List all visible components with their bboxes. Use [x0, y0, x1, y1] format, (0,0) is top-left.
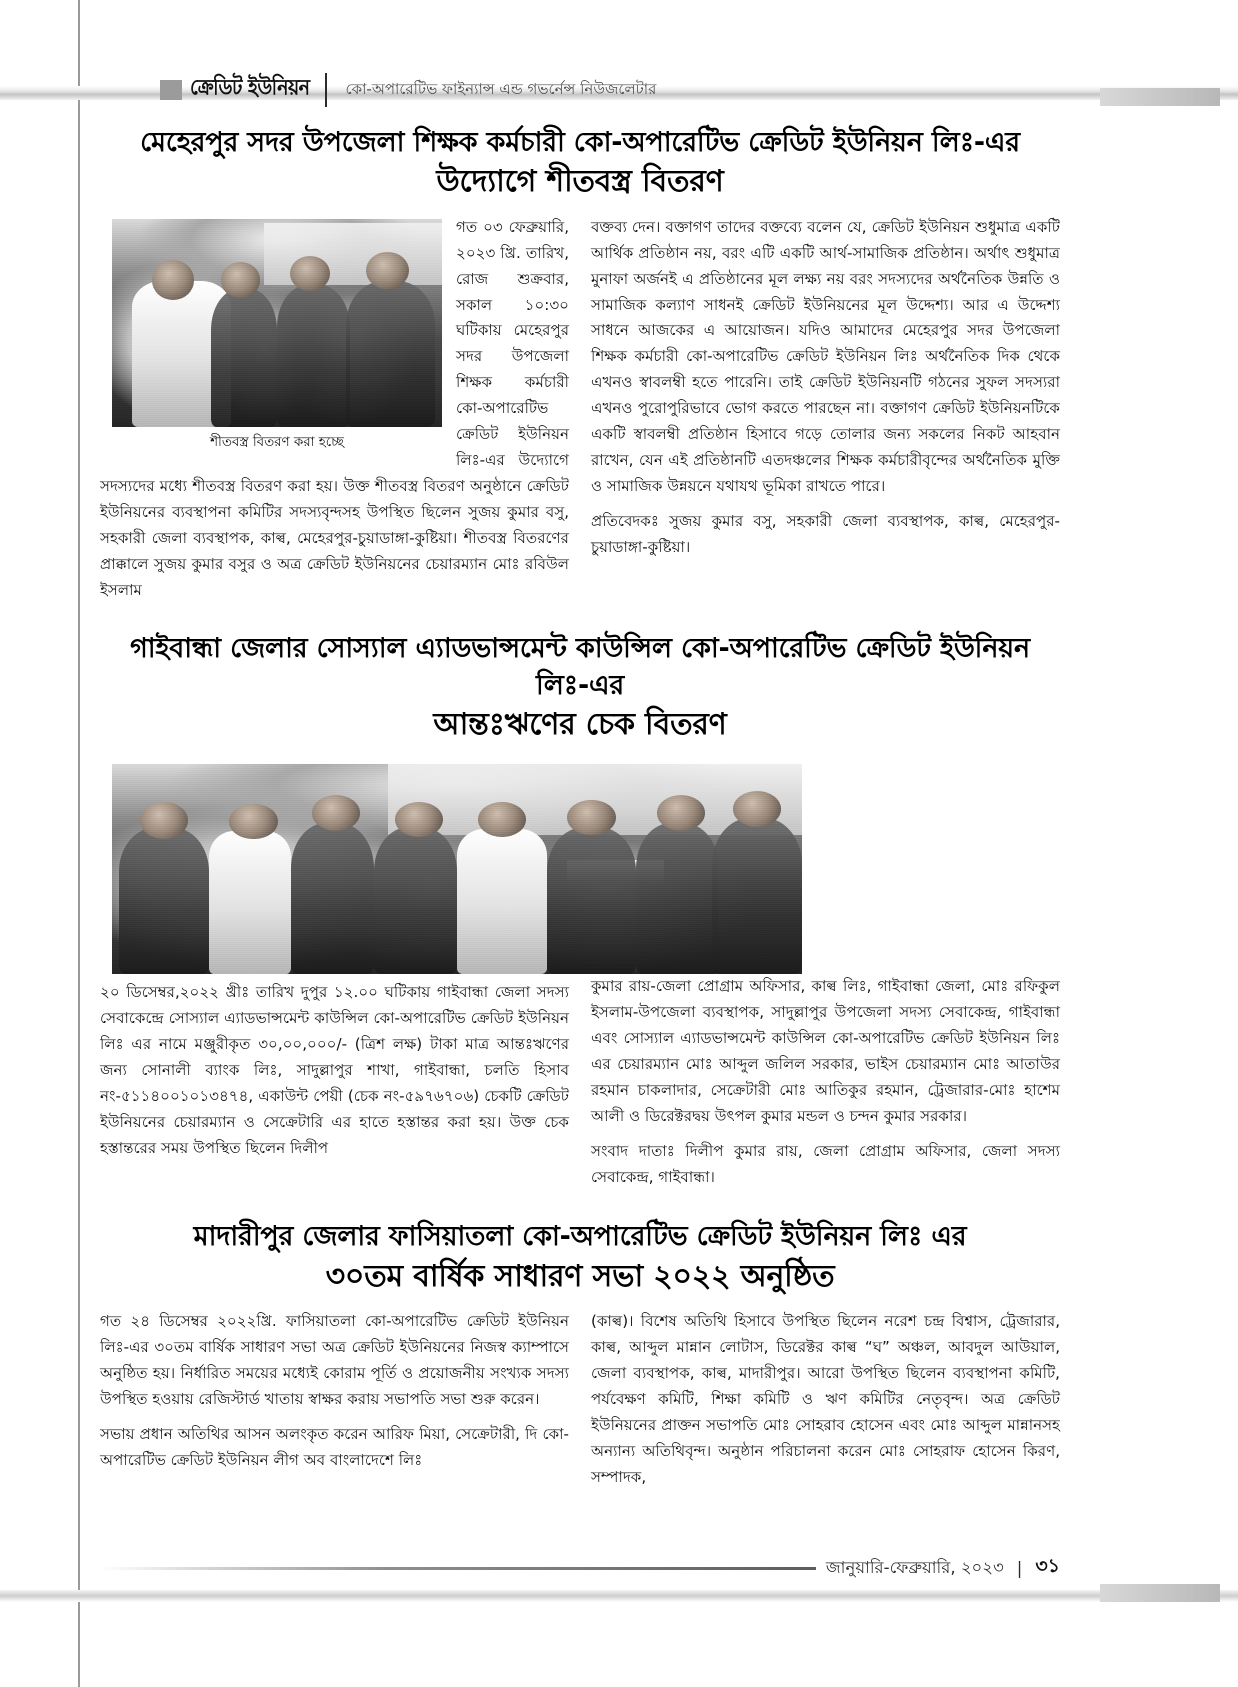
article-1-left-column	[100, 215, 569, 604]
paragraph: কুমার রায়-জেলা প্রোগ্রাম অফিসার, কাল্ব লিঃ, গাইবান্ধা জেলা, মোঃ রফিকুল ইসলাম-উপজেলা ব্যবস্থাপক, সাদুল্লাপুর উপজেলা সদস্য সেবাকেন্দ্র, গাইবান্ধা এবং সোস্যাল এ্যাডভান্সমেন্ট কাউন্সিল কো-অপারেটিভ ক্রেডিট ইউনিয়ন লিঃ এর চেয়ারম্যান মোঃ আব্দুল জলিল সরকার, ভাইস চেয়ারম্যান মোঃ আতাউর রহমান চাকলাদার, সেক্রেটারী মোঃ আতিকুর রহমান, ট্রেজারার-মোঃ হাশেম আলী ও ডিরেক্টরদ্বয় উৎপল কুমার মন্ডল ও চন্দন কুমার সরকার।	[591, 976, 1060, 1125]
top-right-corner-tab	[1100, 88, 1220, 106]
page-bottom-band	[0, 1590, 1238, 1602]
reporter-credit: সংবাদ দাতাঃ দিলীপ কুমার রায়, জেলা প্রোগ্রাম অফিসার, জেলা সদস্য সেবাকেন্দ্র, গাইবান্ধা।	[591, 1141, 1060, 1186]
article-1-caption-wrap	[112, 429, 442, 454]
masthead-divider	[325, 73, 327, 107]
article-1-headline	[100, 124, 1060, 203]
footer-separator: |	[1016, 1558, 1023, 1578]
reporter-credit: প্রতিবেদকঃ সুজয় কুমার বসু, সহকারী জেলা ব্যবস্থাপক, কাল্ব, মেহেরপুর-চুয়াডাঙ্গা-কুষ্টিয়া।	[591, 512, 1060, 557]
paragraph: গত ২৪ ডিসেম্বর ২০২২খ্রি. ফাসিয়াতলা কো-অপারেটিভ ক্রেডিট ইউনিয়ন লিঃ-এর ৩০তম বার্ষিক সাধারণ সভা অত্র ক্রেডিট ইউনিয়নের নিজস্ব ক্যাম্পাসে অনুষ্ঠিত হয়। নির্ধারিত সময়ের মধ্যেই কোরাম পূর্তি ও প্রয়োজনীয় সংখ্যক সদস্য উপস্থিত হওয়ায় রেজিস্টার্ড খাতায় স্বাক্ষর করায় সভাপতি সভা শুরু করেন।	[100, 1312, 569, 1408]
article-3-right-body	[591, 1309, 1060, 1491]
photo-grain	[112, 219, 442, 427]
article-3-headline-line-1: মাদারীপুর জেলার ফাসিয়াতলা কো-অপারেটিভ ক্রেডিট ইউনিয়ন লিঃ এর	[193, 1221, 967, 1253]
paragraph: ২০ ডিসেম্বর,২০২২ খ্রীঃ তারিখ দুপুর ১২.০০ ঘটিকায় গাইবান্ধা জেলা সদস্য সেবাকেন্দ্রে সোস্যাল এ্যাডভান্সমেন্ট কাউন্সিল কো-অপারেটিভ ক্রেডিট ইউনিয়ন লিঃ এর নামে মঞ্জুরীকৃত ৩০,০০,০০০/- (ত্রিশ লক্ষ) টাকা মাত্র আন্তঃঋণের জন্য সোনালী ব্যাংক লিঃ, সাদুল্লাপুর শাখা, গাইবান্ধা, চলতি হিসাব নং-৫১১৪০০১০১৩৪৭৪, একাউন্ট পেয়ী (চেক নং-৫৯৭৬৭০৬) চেকটি ক্রেডিট ইউনিয়নের চেয়ারম্যান ও সেক্রেটারি এর হাতে হস্তান্তর করা হয়। উক্ত চেক হস্তান্তরের সময় উপস্থিত ছিলেন দিলীপ	[100, 982, 569, 1157]
article-1-columns	[100, 215, 1060, 604]
article-1-photo-caption: শীতবস্ত্র বিতরণ করা হচ্ছে	[210, 434, 344, 450]
page-content	[100, 124, 1060, 1491]
newsletter-subtitle: কো-অপারেটিভ ফাইন্যান্স এন্ড গভর্নেন্স নিউজলেটার	[345, 79, 657, 98]
logo-wordmark: ক্রেডিট ইউনিয়ন	[190, 75, 310, 101]
page-number: ৩১	[1035, 1555, 1060, 1577]
article-2-photo	[112, 764, 802, 974]
article-separator-1	[100, 604, 1060, 630]
article-2-left-column	[100, 758, 569, 1191]
article-3-left-body	[100, 1309, 569, 1474]
photo-grain	[112, 764, 802, 974]
logo-mark-icon	[160, 80, 182, 100]
article-2-left-body	[100, 980, 569, 1162]
article-2-right-body	[591, 974, 1060, 1191]
paragraph: সভায় প্রধান অতিথির আসন অলংকৃত করেন আরিফ মিয়া, সেক্রেটারী, দি কো-অপারেটিভ ক্রেডিট ইউনিয়ন লীগ অব বাংলাদেশে লিঃ	[100, 1424, 569, 1469]
article-2	[100, 630, 1060, 1191]
article-1-right-column	[591, 215, 1060, 604]
article-1-headline-line-1: মেহেরপুর সদর উপজেলা শিক্ষক কর্মচারী কো-অপারেটিভ ক্রেডিট ইউনিয়ন লিঃ-এর	[140, 127, 1020, 158]
article-1-right-body	[591, 215, 1060, 561]
article-3-left-column	[100, 1309, 569, 1491]
bottom-right-corner-tab	[1100, 1584, 1220, 1602]
article-1	[100, 124, 1060, 604]
article-2-headline	[100, 630, 1060, 746]
article-2-headline-line-1: গাইবান্ধা জেলার সোস্যাল এ্যাডভান্সমেন্ট কাউন্সিল কো-অপারেটিভ ক্রেডিট ইউনিয়ন লিঃ-এর	[130, 632, 1030, 702]
article-3	[100, 1218, 1060, 1490]
article-1-photo	[112, 219, 442, 427]
article-1-headline-line-2: উদ্যোগে শীতবস্ত্র বিতরণ	[436, 164, 724, 200]
paragraph: বক্তব্য দেন। বক্তাগণ তাদের বক্তব্যে বলেন যে, ক্রেডিট ইউনিয়ন শুধুমাত্র একটি আর্থিক প্রতিষ্ঠান নয়, বরং এটি একটি আর্থ-সামাজিক প্রতিষ্ঠান। অর্থাৎ শুধুমাত্র মুনাফা অর্জনই এ প্রতিষ্ঠানের মূল লক্ষ্য নয় বরং সদস্যদের অর্থনৈতিক উন্নতি ও সামাজিক কল্যাণ সাধনই ক্রেডিট ইউনিয়নের মূল উদ্দেশ্য। আর এ উদ্দেশ্য সাধনে আজকের এ আয়োজন। যদিও আমাদের মেহেরপুর সদর উপজেলা শিক্ষক কর্মচারী কো-অপারেটিভ ক্রেডিট ইউনিয়ন লিঃ অর্থনৈতিক দিক থেকে এখনও স্বাবলম্বী হতে পারেনি। তাই ক্রেডিট ইউনিয়নটি গঠনের সুফল সদস্যরা এখনও পুরোপুরিভাবে ভোগ করতে পারছেন না। বক্তাগণ ক্রেডিট ইউনিয়নটিকে একটি স্বাবলম্বী প্রতিষ্ঠান হিসাবে গড়ে তোলার জন্য সকলের নিকট আহবান রাখেন, যেন এই প্রতিষ্ঠানটি এতদঞ্চলের শিক্ষক কর্মচারীবৃন্দের অর্থনৈতিক মুক্তি ও সামাজিক উন্নয়নে যথাযথ ভূমিকা রাখতে পারে।	[591, 217, 1060, 496]
article-3-right-column	[591, 1309, 1060, 1491]
article-separator-2	[100, 1190, 1060, 1218]
footer-issue-date: জানুয়ারি-ফেব্রুয়ারি, ২০২৩	[825, 1557, 1004, 1577]
paragraph: (কাল্ব)। বিশেষ অতিথি হিসাবে উপস্থিত ছিলেন নরেশ চন্দ্র বিশ্বাস, ট্রেজারার, কাল্ব, আব্দুল মান্নান লোটাস, ডিরেক্টর কাল্ব “ঘ” অঞ্চল, আবদুল আউয়াল, জেলা ব্যবস্থাপক, কাল্ব, মাদারীপুর। আরো উপস্থিত ছিলেন ব্যবস্থাপনা কমিটি, পর্যবেক্ষণ কমিটি, শিক্ষা কমিটি ও ঋণ কমিটির নেতৃবৃন্দ। অত্র ক্রেডিট ইউনিয়নের প্রাক্তন সভাপতি মোঃ সোহরাব হোসেন এবং মোঃ আব্দুল মান্নানসহ অন্যান্য অতিথিবৃন্দ। অনুষ্ঠান পরিচালনা করেন মোঃ সোহরাফ হোসেন কিরণ, সম্পাদক,	[591, 1312, 1060, 1486]
page-footer	[100, 1552, 1060, 1584]
article-3-headline	[100, 1218, 1060, 1297]
article-2-columns	[100, 758, 1060, 1191]
footer-rule	[100, 1567, 816, 1570]
page-left-rule	[78, 0, 80, 1687]
article-3-columns	[100, 1309, 1060, 1491]
article-2-headline-line-2: আন্তঃঋণের চেক বিতরণ	[433, 707, 727, 743]
masthead	[160, 72, 1060, 108]
paragraph: গত ০৩ ফেব্রুয়ারি, ২০২৩ খ্রি. তারিখ, রোজ শুক্রবার, সকাল ১০:৩০ ঘটিকায় মেহেরপুর সদর উপজেলা শিক্ষক কর্মচারী কো-অপারেটিভ ক্রেডিট ইউনিয়ন লিঃ-এর উদ্যোগে সদস্যদের মধ্যে শীতবস্ত্র বিতরণ করা হয়। উক্ত শীতবস্ত্র বিতরণ অনুষ্ঠানে ক্রেডিট ইউনিয়নের ব্যবস্থাপনা কমিটির সদস্যবৃন্দসহ উপস্থিত ছিলেন সুজয় কুমার বসু, সহকারী জেলা ব্যবস্থাপক, কাল্ব, মেহেরপুর-চুয়াডাঙ্গা-কুষ্টিয়া। শীতবস্ত্র বিতরণের প্রাক্কালে সুজয় কুমার বসুর ও অত্র ক্রেডিট ইউনিয়নের চেয়ারম্যান মোঃ রবিউল ইসলাম	[100, 217, 569, 599]
article-3-headline-line-2: ৩০তম বার্ষিক সাধারণ সভা ২০২২ অনুষ্ঠিত	[325, 1258, 835, 1294]
